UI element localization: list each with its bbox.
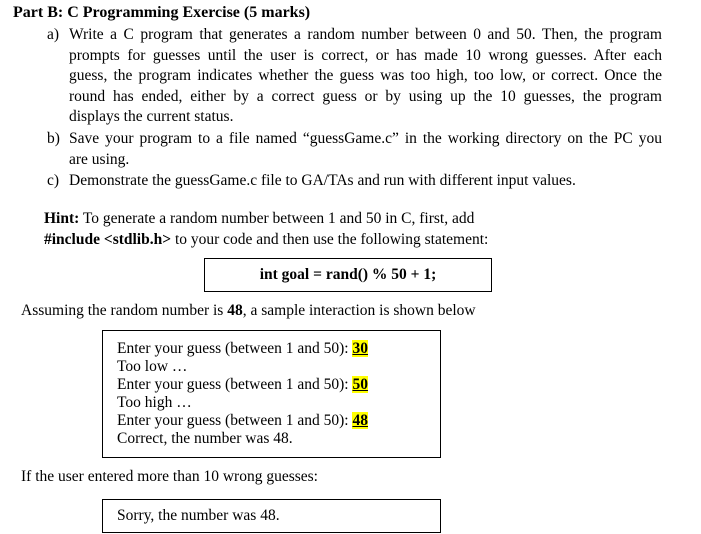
text-line: are using.: [69, 150, 130, 168]
prompt-line: [117, 340, 368, 358]
wrong-guesses-note: If the user entered more than 10 wrong guesses:: [21, 468, 318, 485]
sorry-output-box: [102, 499, 441, 533]
prompt-line: [117, 376, 368, 394]
sample-interaction-box: [102, 330, 441, 458]
hint-line-2: [44, 231, 488, 249]
text-line: round has ended, either by a correct guess or by using up the 10 guesses, the program: [69, 87, 662, 105]
hint-label: Hint:: [44, 210, 80, 227]
include-directive: #include <stdlib.h>: [44, 231, 172, 248]
item-text: [69, 25, 662, 128]
text-line: prompts for guesses until the user is correct, or has made 10 wrong guesses. After each: [69, 46, 662, 64]
prompt-text: Enter your guess (between 1 and 50):: [117, 376, 353, 393]
prompt-line: [117, 412, 368, 430]
prompt-text: Enter your guess (between 1 and 50):: [117, 340, 353, 357]
user-input: 48: [352, 412, 368, 429]
response-line: Too low …: [117, 358, 188, 375]
exercise-item-a: [13, 25, 665, 129]
user-input: 50: [352, 376, 368, 393]
hint-text: to your code and then use the following statement:: [171, 231, 489, 248]
prompt-text: Enter your guess (between 1 and 50):: [117, 412, 353, 429]
sorry-message: Sorry, the number was 48.: [117, 507, 280, 524]
assumption-text: [21, 302, 476, 320]
assumption-prefix: Assuming the random number is: [21, 302, 228, 319]
item-label: a): [47, 26, 60, 43]
statement-box: [204, 258, 492, 292]
user-input: 30: [352, 340, 368, 357]
text-line: guess, the program indicates whether the guess was too high, too low, or correct. Once the: [69, 67, 662, 84]
assumed-number: 48: [227, 302, 243, 319]
exercise-item-b: [13, 129, 665, 171]
item-text: [69, 171, 662, 192]
response-line: Too high …: [117, 394, 192, 411]
text-line: Demonstrate the guessGame.c file to GA/TAs and run with different input values.: [69, 172, 576, 189]
item-label: b): [47, 130, 60, 147]
assumption-suffix: , a sample interaction is shown below: [242, 302, 476, 319]
code-statement: int goal = rand() % 50 + 1;: [259, 266, 437, 283]
hint-line-1: [44, 210, 474, 228]
hint-text: To generate a random number between 1 and 50 in C, first, add: [79, 210, 475, 227]
text-line: Save your program to a file named “guessGame.c” in the working directory on the PC you: [69, 130, 662, 147]
item-label: c): [47, 172, 60, 189]
exercise-item-c: [13, 171, 665, 192]
section-title: Part B: C Programming Exercise (5 marks): [13, 4, 311, 21]
item-text: [69, 129, 662, 170]
text-line: displays the current status.: [69, 108, 234, 125]
response-line: Correct, the number was 48.: [117, 430, 293, 447]
text-line: Write a C program that generates a random number between 0 and 50. Then, the program: [69, 26, 662, 43]
